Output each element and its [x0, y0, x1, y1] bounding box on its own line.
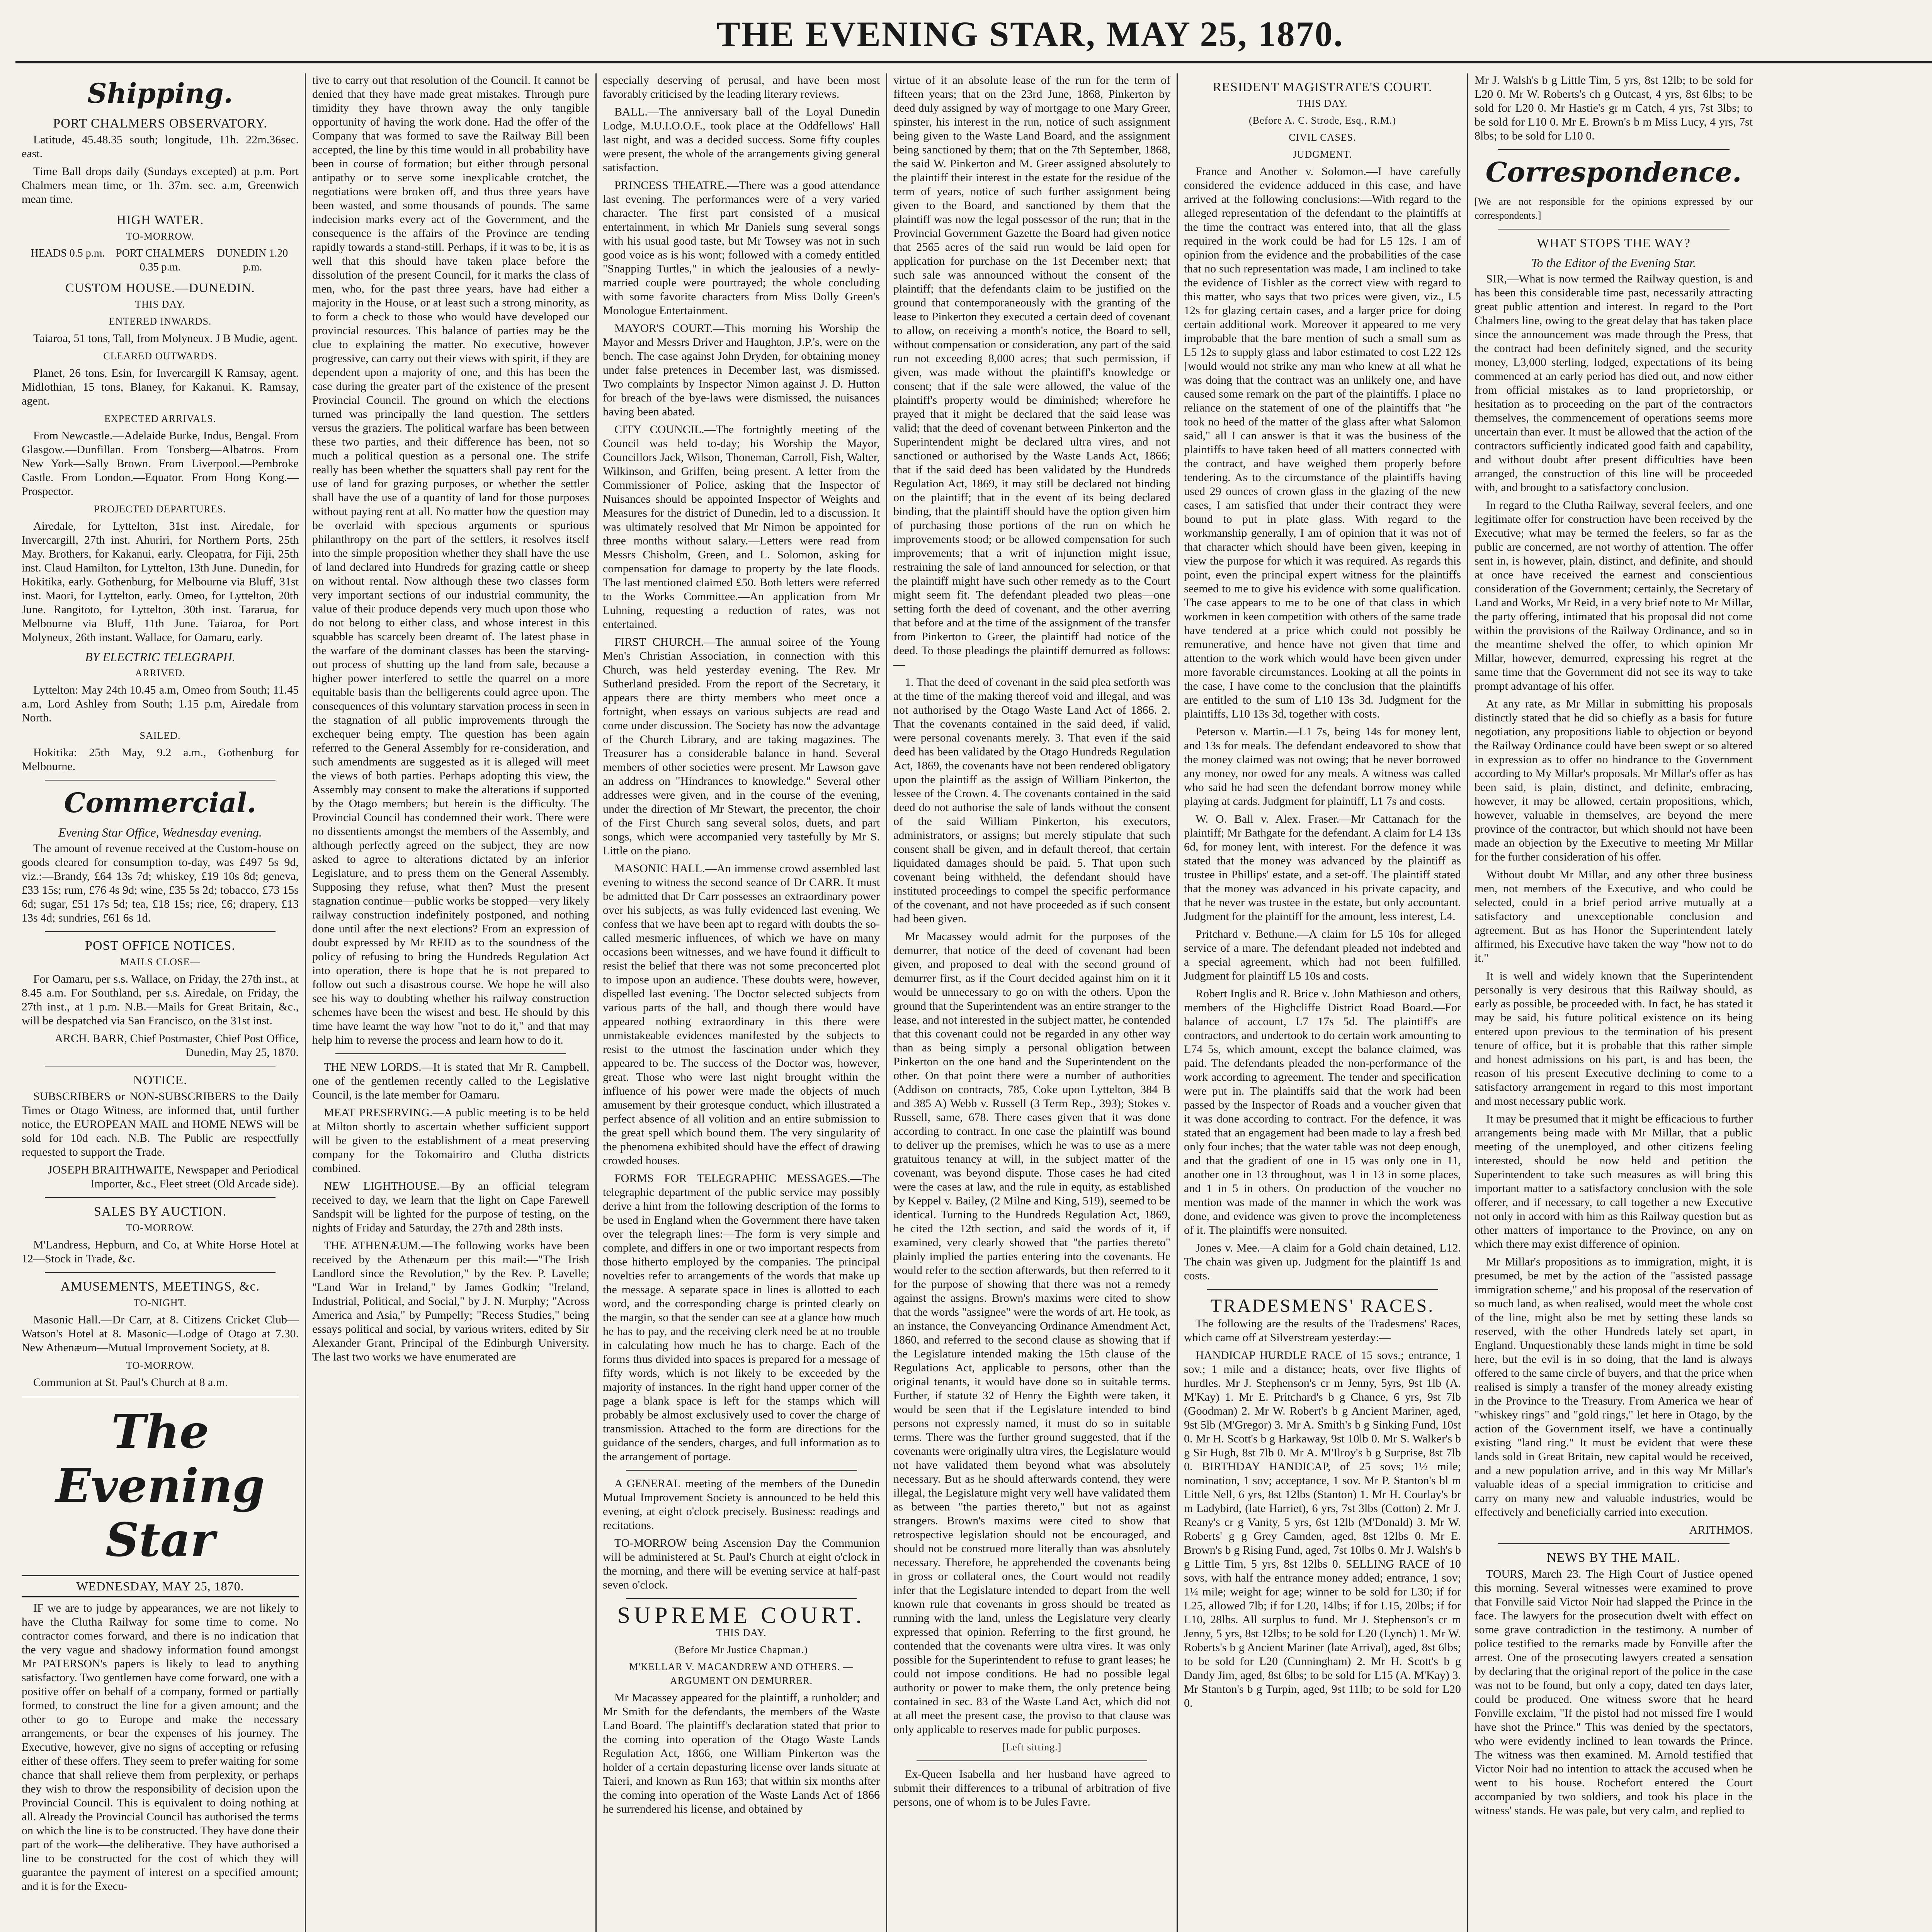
column-4 [887, 73, 1178, 1932]
column-3 [597, 73, 887, 1932]
divider [626, 1598, 857, 1599]
expected-text: From Newcastle.—Adelaide Burke, Indus, Bengal. From Glasgow.—Dunfillan. From Tonsberg—Albatros. From New York—Sally Brown. From Liverpool.—Pembroke Castle. From London.—Equator. From Hong Kong.—Prospector. [22, 429, 299, 498]
supreme-court-day: THIS DAY. [716, 1627, 767, 1638]
post-office-signature: ARCH. BARR, Chief Postmaster, Chief Post Office, Dunedin, May 25, 1870. [54, 1032, 299, 1059]
notice-heading: NOTICE. [133, 1073, 187, 1087]
inglis-v-mathieson: Robert Inglis and R. Brice v. John Mathieson and others, members of the Highcliffe District Road Board.—For balance of account, L7 17s 5d. The plaintiff's are contractors, and undertook to do certain work amounting to L74 5s, which amount, except the balance claimed, was paid. The defendants pleaded the non-performance of the work according to agreement. The tender and specification were put in. The plaintiffs said that the work had been passed by the Inspector of Roads and a voucher given that it was done according to contract. For the defence, it was stated that an engagement had been made to lay a fresh bed only four inches; that the water table was not deep enough, and that the gradient of one in 15 was only one in 11, another one in 13 throughout, was 1 in 13 in some places, and 1 in 5 in others. On production of the voucher no mention was made of the manner in which the work was done, and evidence was given to prove the incompleteness of it. The plaintiffs were nonsuited. [1184, 987, 1461, 1236]
races-results-continued: Mr J. Walsh's b g Little Tim, 5 yrs, 8st 12lb; to be sold for L20 0. Mr W. Roberts's ch g Outcast, 4 yrs, 8st 6lbs; to be sold for L20 0. Mr Hastie's gr m Catch, 4 yrs, 7st 3lbs; to be sold for L10 0. Mr E. Brown's b m Miss Lucy, 4 yrs, 7st 8lbs; to be sold for L10 0. [1475, 74, 1753, 142]
rm-court-before: (Before A. C. Strode, Esq., R.M.) [1248, 115, 1396, 126]
letter-signature: ARITHMOS. [1689, 1524, 1753, 1536]
princess-theatre-text: PRINCESS THEATRE.—There was a good attendance last evening. The performances were of a very varied character. The first part consisted of a musical entertainment, in which Mr Daniels sung several songs with his usual good taste, but Mr Towsey was not in such good voice as is his wont; followed with a comedy entitled "Snapping Turtles," in which the jealousies of a newly-married couple were pourtrayed; the whole concluding with some favorite characters from Miss Dolly Green's Monologue Entertainment. [603, 179, 880, 317]
what-stops-heading: WHAT STOPS THE WAY? [1537, 236, 1690, 250]
notice-signature: JOSEPH BRAITHWAITE, Newspaper and Periodical Importer, &c., Fleet street (Old Arcade side). [48, 1163, 299, 1190]
electric-heading: BY ELECTRIC TELEGRAPH. [85, 650, 235, 664]
mails-close: MAILS CLOSE— [120, 956, 201, 968]
letter-p3: At any rate, as Mr Millar in submitting his proposals distinctly stated that he did so chiefly as a basis for future negotiation, any propositions liable to objection or beyond the Railway Ordinance could have been swept or so altered in expression as to offer no hindrance to the Government according to My Millar's proposals. Mr Millar's offer as has been said, is plain, distinct, and definite, embracing, however, it may be allowed, certain propositions, which, however, valuable in themselves, are beyond the mere province of the contractor, but which should not have been made an objection by the Executive to meeting Mr Millar for the further consideration of his offer. [1475, 697, 1753, 863]
new-lords-text: THE NEW LORDS.—It is stated that Mr R. Campbell, one of the gentlemen recently called to the Legislative Council, is the late member for Oamaru. [312, 1061, 589, 1101]
entered-text: Taiaroa, 51 tons, Tall, from Molyneux. J B Mudie, agent. [33, 332, 298, 345]
letter-p1: SIR,—What is now termed the Railway question, is and has been this considerable time past, necessarily attracting great public attention and interest. In regard to the Port Chalmers line, owing to the great delay that has taken place since the announcement was made through the Press, that the contract had been definitely signed, and the security money, L3,000 sterling, lodged, expectations of its being commenced at an early period has died out, and now either from official mistakes as to land proprietorship, or hesitation as to proceeding on the part of the contractors themselves, the commencement of operations seems more uncertain than ever. It must be allowed that the action of the contractors sufficiently indicated good faith and capability, and without doubt after present difficulties have been arranged, the construction of this line will be proceeded with, and brought to a satisfactory conclusion. [1475, 272, 1753, 494]
letter-p2: In regard to the Clutha Railway, several feelers, and one legitimate offer for construction have been received by the Executive; what may be termed the feelers, so far as the public are concerned, are not worthy of attention. The offer sent in, is however, plain, distinct, and definite, and should at once have received the earnest and conscientious consideration of the Government; certainly, the Secretary of Land and Works, Mr Reid, in a very brief note to Mr Millar, the party offering, intimated that his proposal did not come within the provisions of the Railway Ordinance, and so in the meantime shelved the offer, to which opinion Mr Millar, however, demurred, expressing his regret at the same time that the Government did not see its way to take prompt advantage of his offer. [1475, 499, 1753, 692]
news-text: TOURS, March 23. The High Court of Justice opened this morning. Several witnesses were examined to prove that Fonville said Victor Noir had slapped the Prince in the face. The lawyers for the prosecution dwelt with effect on some grave contradiction in the testimony. A number of police testified to the remarks made by Fonville after the arrest. One of the prosecuting lawyers created a sensation by declaring that the original report of the police in the case was not to be found, but only a copy, dated ten days later, could be produced. One witness swore that he heard Fonville exclaim, "If the pistol had not missed fire I would have shot the Prince." This was denied by the spectators, who were evidently inclined to lean towards the Prince. The witness was then examined. M. Arnold testified that Victor Noir had no intention to attack the accused when he went to his house. Rochefort entered the Court accompanied by two soldiers, and took his place in the witness' stands. He was pale, but very calm, and replied to [1475, 1568, 1753, 1817]
shipping-heading: Shipping. [87, 77, 233, 109]
divider [22, 1396, 299, 1397]
peterson-v-martin: Peterson v. Martin.—L1 7s, being 14s for money lent, and 13s for meals. The defendant endeavored to show that the money claimed was not owing; that he never borrowed any money, nor owed for any meals. A witness was called who said he had seen the defendant borrow money while playing at cards. Judgment for plaintiff, L1 7s and costs. [1184, 725, 1461, 808]
telegraphic-forms-text: FORMS FOR TELEGRAPHIC MESSAGES.—The telegraphic department of the public service may possibly derive a hint from the following description of the forms to be used in England when the Government there have taken over the telegraph lines:—The form is very simple and complete, and differs in one or two important respects from those hitherto employed by the companies. The principal novelties refer to arrangements of the words that make up the message. A separate space in lines is allotted to each word, and the corresponding charge is printed clearly on the margin, so that the sender can see at a glance how much he has to pay, and the receiving clerk need be at no trouble in calculating how much he has to charge. Each of the forms thus divided into spaces is prepared for a message of fifty words, which is not likely to be exceeded by the majority of instances. In the right hand upper corner of the page a blank space is left for the stamps which will probably be almost exclusively used to cover the charge of transmission. Attached to the form are directions for the guidance of the senders, charges, and full information as to the arrangement of portage. [603, 1172, 880, 1463]
cleared-heading: CLEARED OUTWARDS. [103, 350, 217, 362]
evening-star-title: The Evening Star [55, 1405, 265, 1567]
editorial-continued: tive to carry out that resolution of the Council. It cannot be denied that they have made great mistakes. Through pure timidity they have thrown away the only tangible opportunity of having the work done. Had the offer of the Company that was formed to save the Railway Bill been accepted, the line by this time would in all probability have been in course of formation; but either through personal antipathy or to serve some inexplicable crotchet, the negotiations were broken off, and thus three years have been wasted, and some thousands of pounds. The same indecision marks every act of the Government, and the consequence is the affairs of the Province are tending rapidly towards a stand-still. Perhaps, if it was to be, it is as well that this should have taken place before the dissolution of the present Council, for it marks the class of men, who, for the past three years, have had either a majority in the House, or at least such a strong minority, as to form a check to those who would have developed our provincial resources. This balance of parties may be the clue to explaining the matter. No executive, however progressive, can carry out their views with spirit, if they are dependent upon a majority of one, and this has been the case during the greater part of the existence of the present Provincial Council. The ground on which the elections turned was principally the land question. The settlers versus the graziers. The political warfare has been between these two parties, and their difference has been, not so much a political question as a personal one. The strife really has been whether the squatters shall pay rent for the use of land for grazing purposes, or whether the settler shall have the use of a quantity of land for those purposes without paying rent at all. No matter how the question may be overlaid with specious arguments or spurious philanthropy on the part of the settlers, it resolves itself into the simple proposition whether they shall have the use of land declared into Hundreds for grazing cattle or sheep on without rental. Now although these two classes form very important sections of our industrial community, the value of their produce depends very much upon those who do not belong to either class, and whose interest in this squabble has scarcely been dreamt of. The latest phase in the warfare of the dominant classes has been the starving-out process of shutting up the land from sale, because a higher power interfered to settle the quarrel on a more equitable basis than the belligerents could agree upon. The consequences of this voluntary starvation process in seen in the stagnation of all public improvements through the exchequer being empty. The question has been again referred to the General Assembly for re-consideration, and such amendments are suggested as it is alleged will meet the views of both parties. Perhaps adopting this view, the Assembly may consent to make the alterations if supported by the Otago members; but herein is the difficulty. The Provincial Council has condemned their work. There were no dissentients amongst the members of the Assembly, and although perfectly agreed on the subject, they are now asked to agree to alterations dictated by an inferior Legislature, and to press them on the General Assembly. Supposing they refuse, what then? Must the present stagnation continue—public works be stopped—very likely railway construction indefinitely postponed, and nothing done until after the next elections? From an expression of doubt expressed by Mr REID as to the soundness of the policy of refusing to bring the Hundreds Regulation Act into operation, there is hope that he is not prepared to follow out such a disastrous course. We hope he will also see his way to doubting whether his railway construction schemes have been the wisest and best. He should by this time have learnt the way how "not to do it," and that may help him to reverse the process and learn how to do it. [312, 74, 589, 1046]
ball-text: BALL.—The anniversary ball of the Loyal Dunedin Lodge, M.U.I.O.O.F., took place at the Oddfellows' Hall last night, and was a decided success. Some fifty couples were present, the whole of the arrangements giving general satisfaction. [603, 105, 880, 174]
tide-table [22, 247, 299, 274]
column-2 [306, 73, 597, 1932]
divider [45, 1197, 276, 1198]
sailed-text: Hokitika: 25th May, 9.2 a.m., Gothenburg for Melbourne. [22, 746, 299, 773]
letter-to-editor: To the Editor of the Evening Star. [1531, 256, 1696, 270]
ball-v-fraser: W. O. Ball v. Alex. Fraser.—Mr Cattanach for the plaintiff; Mr Bathgate for the defendant. A claim for L4 13s 6d, for money lent, with interest. For the defence it was stated that the money was advanced by the plaintiff as trustee in Phillips' estate, and a set-off. The plaintiff stated that the money was advanced in his private capacity, and that he never was trustee in the estate, but only accountant. Judgment for the plaintiff for the amount, less interest, L4. [1184, 813, 1461, 923]
correspondence-note: [We are not responsible for the opinions expressed by our correspondents.] [1475, 196, 1753, 221]
tide-heads: HEADS 0.5 p.m. [31, 247, 105, 259]
supreme-court-case: M'KELLAR V. MACANDREW AND OTHERS. —ARGUMENT ON DEMURRER. [629, 1661, 854, 1686]
rm-court-heading: RESIDENT MAGISTRATE'S COURT. [1213, 80, 1432, 94]
observatory-text: Latitude, 45.48.35 south; longitude, 11h. 22m.36sec. east. [22, 133, 299, 160]
projected-text: Airedale, for Lyttelton, 31st inst. Airedale, for Invercargill, 27th inst. Ahuriri, for Northern Ports, 25th May. Brothers, for Kakanui, early. Cleopatra, for Fiji, 25th inst. Claud Hamilton, for Lyttelton, 13th June. Dunedin, for Hokitika, early. Gothenburg, for Melbourne via Bluff, 31st inst. Maori, for Lyttelton, early. Omeo, for Lyttelton, 20th June. Rangitoto, for Lyttelton, 30th inst. Tararua, for Melbourne via Bluff, 11th June. Taiaroa, for Port Molyneux, 26th instant. Wallace, for Oamaru, early. [22, 520, 299, 644]
new-lighthouse-text: NEW LIGHTHOUSE.—By an official telegram received to day, we learn that the light on Cape Farewell Sandspit will be lighted for the purpose of testing, on the nights of Friday and Saturday, the 27th and 28th insts. [312, 1180, 589, 1234]
column-1 [15, 73, 306, 1932]
editorial-text: IF we are to judge by appearances, we are not likely to have the Clutha Railway for some time to come. No contractor comes forward, and there is no indication that the very vague and shadowy information found amongst Mr PATERSON's papers is likely to lead to anything satisfactory. Two gentlemen have come forward, one with a positive offer on behalf of a company, formed or partially formed, to construct the line for a given amount; and the other to go to Europe and make the necessary arrangements, or bear the expenses of his journey. The Executive, however, give no signs of accepting or refusing either of these offers. They seem to prefer waiting for some chance that shall relieve them from perplexity, or perhaps they wish to throw the responsibility of decision upon the Provincial Council. This is equivalent to doing nothing at all. Already the Provincial Council has authorised the terms on which the line is to be constructed. They have done their part of the work—the deliberative. They have authorised a line to be constructed for the cost of which they will guarantee the payment of interest on a specified amount; and it is for the Execu- [22, 1602, 299, 1893]
amusements-tomorrow: TO-MORROW. [126, 1360, 194, 1371]
column-5 [1178, 73, 1468, 1932]
high-water-heading: HIGH WATER. [116, 213, 204, 227]
macassey-argument: Mr Macassey would admit for the purposes of the demurrer, that notice of the deed of covenant had been given, and proposed to deal with the second ground of demurrer first, as if the Court decided against him on it it would be unnecessary to go on with the others. Upon the ground that the Superintendent was an entire stranger to the lease, and not interested in the subject matter, he contended that this covenant could not be regarded in any other way than as being simply a personal obligation between Pinkerton on the one hand and the Superintendent on the other. On that point there were a number of authorities (Addison on contracts, 785, Coke upon Lyttelton, 384 B and 385 A) Webb v. Russell (3 Term Rep., 393); Stokes v. Russell, same, 678. There cases given that it was done according to contract. In one case the plaintiff was bound to deliver up the premises, which he was to use as a mere gratuitous tenancy at will, in the subject matter of the covenant, was beyond dispute. Those cases he had cited were the cases at law, and the rule in equity, as established by Keppel v. Bailey, (2 Milne and King, 519), seemed to be identical. Turning to the Hundreds Regulation Act, 1869, he cited the 12th section, and said the words of it, if examined, very clearly showed that "the parties thereto" plainly implied the parties entering into the covenants. He would refer to the section afterwards, but then referred to it for the purpose of showing that there was not a remedy against the assigns. Brown's maxims were cited to show that the words "assignee" were the words of art. He took, as an instance, the Conveyancing Ordinance Amendment Act, 1860, and referred to the second clause as showing that if the Legislature intended making the 15th clause of the Regulations Act, applicable to persons, other than the original tenants, it would have done so in suitable terms. Further, if statute 32 of Henry the Eighth were taken, it would be seen that if the Legislature intended to bind persons not expressly named, it must do so in suitable terms. There was the further ground suggested, that if the covenants were originally ultra vires, the Legislature would not have validated them beyond what was absolutely necessary. But as he should afterwards contend, they were illegal, the Legislature might very well have validated them as between "the parties thereto," but not as against strangers. Brown's maxims were cited to show that retrospective legislation should not be encouraged, and should not be construed more literally than was absolutely necessary. Therefore, he apprehended the covenants being in gross or collateral ones, the Court would not readily infer that the Legislature intended to depart from the well known rule that covenants in gross should be treated as running with the land, unless the Legislature very clearly expressed that opinion. Referring to the first ground, he contended that the covenants were ultra vires. It was only possible for the Superintendent to refuse to grant leases; he could not impose conditions. He had no possible legal authority or power to make them, the only pretence being contained in sec. 83 of the Waste Land Act, which did not at all meet the present case, the proviso to that clause was only applicable to reserves made for public purposes. [893, 930, 1170, 1736]
letter-p6: It may be presumed that it might be efficacious to further arrangements being made with Mr Millar, that a public meeting of the unemployed, and other citizens feeling interested, should be now held and petition the Superintendent to take such measures as will bring this important matter to a satisfactory conclusion with the sole offerer, and if necessary, to call together a new Executive not only in accord with him as this Railway question but as other matters of importance to the Province, on any on which there may exist difference of opinion. [1475, 1112, 1753, 1250]
commercial-text: The amount of revenue received at the Custom-house on goods cleared for consumption to-day, was £497 5s 9d, viz.:—Brandy, £64 13s 7d; whiskey, £19 10s 8d; geneva, £33 15s; rum, £76 4s 9d; wine, £35 5s 2d; tobacco, £73 15s 6d; sugar, £51 17s 5d; tea, £18 15s; rice, £6; drapery, £13 13s 4d; sundries, £61 6s 1d. [22, 842, 299, 924]
divider [1498, 1543, 1730, 1544]
amusements-text: Masonic Hall.—Dr Carr, at 8. Citizens Cricket Club—Watson's Hotel at 8. Masonic—Lodge of Otago at 7.30. New Athenæum—Mutual Improvement Society, at 8. [22, 1313, 299, 1354]
cleared-text: Planet, 26 tons, Esin, for Invercargill K Ramsay, agent. Midlothian, 15 tons, Blaney, for Kakanui. K. Ramsay, agent. [22, 367, 299, 407]
rm-court-day: THIS DAY. [1297, 98, 1348, 109]
observatory-heading: PORT CHALMERS OBSERVATORY. [53, 116, 267, 131]
this-day-label: THIS DAY. [135, 299, 185, 310]
columns [15, 73, 1932, 1932]
timeball-text: Time Ball drops daily (Sundays excepted) at p.m. Port Chalmers mean time, or 1h. 37m. sec. a.m, Greenwich mean time. [22, 165, 299, 206]
left-sitting: [Left sitting.] [1002, 1742, 1062, 1753]
demurrer-grounds: 1. That the deed of covenant in the said plea setforth was at the time of the making thereof void and illegal, and was not authorised by the Otago Waste Land Act of 1866. 2. That the covenants contained in the said deed, if valid, were personal covenants merely. 3. That even if the said deed has been validated by the Otago Hundreds Regulation Act, 1869, the covenants have not been rendered obligatory upon the plaintiff as the assign of William Pinkerton, the lessee of the Crown. 4. The covenants contained in the said deed do not authorise the sale of lands without the consent of the said William Pinkerton, his executors, administrators, or assigns; but merely stipulate that such consent shall be given, and in default thereof, that certain liquidated damages should be paid. 5. That upon such covenant being withheld, the defendant should have instituted proceedings to compel the specific performance of the covenant, and not have proceeded as if such consent had been given. [893, 676, 1170, 925]
amusements-heading: AMUSEMENTS, MEETINGS, &c. [60, 1279, 260, 1294]
amusements-tomorrow-text: Communion at St. Paul's Church at 8 a.m. [33, 1376, 228, 1389]
judgment-heading: JUDGMENT. [1293, 149, 1352, 160]
entered-heading: ENTERED INWARDS. [109, 316, 212, 327]
divider [335, 1053, 566, 1054]
civil-cases-heading: CIVIL CASES. [1289, 132, 1356, 143]
pritchard-v-bethune: Pritchard v. Bethune.—A claim for L5 10s for alleged service of a mare. The defendant pleaded not indebted and a special agreement, which had not been fulfilled. Judgment for plaintiff L5 10s and costs. [1184, 928, 1461, 982]
commercial-heading: Commercial. [64, 787, 257, 819]
post-office-heading: POST OFFICE NOTICES. [85, 939, 235, 953]
athenaeum-text: THE ATHENÆUM.—The following works have been received by the Athenæum per this mail:—"The Irish Landlord since the Revolution," by the Rev. P. Lavelle; "Land War in Ireland," by James Godkin; "Ireland, Industrial, Political, and Social," by J. N. Murphy; "Across America and Asia," by Pumpelly; "Recess Studies," being essays political and social, by various writers, edited by Sir Alexander Grant, Principal of the Edinburgh University. The last two works we have enumerated are [312, 1239, 589, 1363]
masonic-hall-text: MASONIC HALL.—An immense crowd assembled last evening to witness the second seance of Dr CARR. It must be admitted that Dr Carr possesses an extraordinary power over his subjects, as was fully evidenced last evening. We confess that we have been apt to regard with doubts the so-called mesmeric influences, of which we have on many occasions been witnesses, and we have found it difficult to resist the belief that there was not some preconcerted plot to impose upon an audience. These doubts were, however, dispelled last evening. The Doctor selected subjects from various parts of the hall, and though there would have appeared nothing extraordinary in this there were unmistakeable evidences manifested by the subjects to resist to the utmost the fascination under which they appeared to be. The success of the Doctor was, however, great. Those who were last night brought within the influence of his power were made the objects of much amusement by their grotesque conduct, which illustrated a perfect absence of all volition and an entire submission to the great spell which bound them. The very singularity of the phenomena exhibited should have the effect of drawing crowded houses. [603, 862, 880, 1167]
tomorrow-label: TO-MORROW. [126, 231, 194, 242]
france-v-solomon: France and Another v. Solomon.—I have carefully considered the evidence adduced in this case, and have arrived at the following conclusions:—With regard to the alleged representation of the defendant to the plaintiffs at the time the contract was entered into, that all the glass required in the work could be had for L5 12s. I am of opinion from the evidence and the probabilities of the case that no such representation was made, I am inclined to take the evidence of Tishler as the correct view with regard to this matter, who says that two prices were given, viz., L5 12s for glazing certain cases, and a larger price for doing certain additional work. Moreover it appeared to me very improbable that the bare mention of such a small sum as L5 12s to supply glass and labor estimated to cost L22 12s [would would not strike any man who knew at all what he was doing that the contract was an unlikely one, and have caused some remark on the part of the plaintiffs. I place no reliance on the statement of one of the plaintiffs that "he took no heed of the matter of the glass after what Salomon said," all I can answer is that it was the business of the plaintiffs to have taken heed of all matters connected with the contract, and have weighed them properly before tendering. As to the circumstance of the plaintiffs having used 29 ounces of crown glass in the glazing of the new cases, I am satisfied that under their contract they were bound to put in plate glass. With regard to the workmanship generally, I am of opinion that it was not of that character which should have been given, keeping in view the purpose for which it was required. As regards this point, even the principal expert witness for the plaintiffs seemed to me to give his evidence with some qualification. The case appears to me to be one of that class in which workmen in keen competition with others of the same trade have tendered at a price which could not possibly be remunerative, and hence have not given that time and attention to the work which would have been given under more favorable circumstances. Looking at all the points in the case, I have come to the conclusion that the plaintiffs are entitled to the sum of L10 13s 3d. Judgment for the plaintiffs, L10 13s 3d, together with costs. [1184, 165, 1461, 720]
auction-heading: SALES BY AUCTION. [94, 1204, 227, 1219]
supreme-court-text: Mr Macassey appeared for the plaintiff, a runholder; and Mr Smith for the defendants, the members of the Waste Land Board. The plaintiff's declaration stated that prior to the coming into operation of the Otago Waste Lands Regulation Act, 1866, one William Pinkerton was the holder of a certain depasturing license over lands situate at Taieri, and known as Run 163; that within six months after the coming into operation of the Waste Lands Act of 1866 he surrendered his license, and obtained by [603, 1691, 880, 1815]
queen-isabella-text: Ex-Queen Isabella and her husband have agreed to submit their differences to a tribunal of arbitration of five persons, one of whom is to be Jules Favre. [893, 1768, 1170, 1808]
commercial-sub: Evening Star Office, Wednesday evening. [58, 825, 262, 839]
post-office-text: For Oamaru, per s.s. Wallace, on Friday, the 27th inst., at 8.45 a.m. For Southland, per s.s. Airedale, on Friday, the 27th inst., at 1 p.m. N.B.—Mails for Great Britain, &c., will be despatched via San Francisco, on the 31st inst. [22, 973, 299, 1027]
notice-text: SUBSCRIBERS or NON-SUBSCRIBERS to the Daily Times or Otago Witness, are informed that, until further notice, the EUROPEAN MAIL and HOME NEWS will be sold for 10d each. N.B. The Public are respectfully requested to support the Trade. [22, 1090, 299, 1158]
editorial-date: WEDNESDAY, MAY 25, 1870. [22, 1575, 299, 1597]
expected-heading: EXPECTED ARRIVALS. [104, 413, 216, 424]
divider [1207, 1289, 1438, 1290]
jones-v-mee: Jones v. Mee.—A claim for a Gold chain detained, L12. The chain was given up. Judgment for the plaintiff 1s and costs. [1184, 1242, 1461, 1282]
divider [45, 1272, 276, 1273]
meat-preserving-text: MEAT PRESERVING.—A public meeting is to be held at Milton shortly to ascertain whether sufficient support will be given to the establishment of a meat preserving company for the Tokomairiro and Clutha districts combined. [312, 1106, 589, 1175]
general-meeting-text: A GENERAL meeting of the members of the Dunedin Mutual Improvement Society is announced to be held this evening, at eight o'clock precisely. Business: readings and recitations. [603, 1477, 880, 1532]
divider [1498, 229, 1730, 230]
city-council-text: CITY COUNCIL.—The fortnightly meeting of the Council was held to-day; his Worship the Mayor, Councillors Jack, Wilson, Thoneman, Carroll, Fish, Walter, Wilkinson, and Griffen, being present. A letter from the Commissioner of Police, asking that the Inspector of Nuisances should be appointed Inspector of Weights and Measures for the district of Dunedin, led to a discussion. It was ultimately resolved that Mr Nimon be appointed for three months without salary.—Letters were read from Messrs Chisholm, Green, and L. Solomon, asking for compensation for damage to property by the late floods. The last mentioned claimed £50. Both letters were referred to the Works Committee.—An application from Mr Luhning, requesting a reduction of rates, was not entertained. [603, 423, 880, 631]
supreme-court-before: (Before Mr Justice Chapman.) [675, 1644, 808, 1655]
divider [917, 1760, 1147, 1761]
tradesmens-races-heading: TRADESMENS' RACES. [1210, 1296, 1435, 1316]
supreme-court-heading: SUPREME COURT. [617, 1602, 866, 1628]
mayors-court-text: MAYOR'S COURT.—This morning his Worship the Mayor and Messrs Driver and Haughton, J.P.'s, were on the bench. The case against John Dryden, for obtaining money under false pretences in December last, was dismissed. Two complaints by Inspector Nimon against J. D. Hutton for breach of the bye-laws were dismissed, the nuisances having been abated. [603, 322, 880, 418]
tide-dunedin: DUNEDIN 1.20 p.m. [217, 247, 288, 273]
athenaeum-continued: especially deserving of perusal, and have been most favorably criticised by the leading literary reviews. [603, 74, 880, 100]
auction-tomorrow: TO-MORROW. [126, 1222, 194, 1233]
races-intro: The following are the results of the Tradesmens' Races, which came off at Silverstream yesterday:— [1184, 1317, 1461, 1344]
races-results: HANDICAP HURDLE RACE of 15 sovs.; entrance, 1 sov.; 1 mile and a distance; heats, over five flights of hurdles. Mr J. Stephenson's cr m Jenny, 5yrs, 9st 1lb (A. M'Kay) 1. Mr E. Pritchard's b g Chance, 6 yrs, 9st 7lb (Goodman) 2. Mr W. Robert's b g Ancient Mariner, aged, 9st 5lb (M'Gregor) 3. Mr A. Smith's b g Sinking Fund, 10st 0. Mr H. Scott's b g Harkaway, 9st 10lb 0. Mr S. Walker's b g Sir Hugh, 8st 7lb 0. Mr A. M'Ilroy's b g Surprise, 8st 7lb 0. BIRTHDAY HANDICAP, of 25 sovs; 1½ mile; nomination, 1 sov; acceptance, 1 sov. Mr P. Stanton's bl m Little Nell, 6 yrs, 8st 12lbs (Stanton) 1. Mr H. Courlay's br m Ladybird, (late Harriet), 6 yrs, 7st 3lbs (Cotton) 2. Mr J. Reany's cr g Vanity, 5 yrs, 6st 12lb (M'Donald) 3. Mr W. Roberts' g g Grey Camden, aged, 8st 12lbs 0. Mr E. Brown's b g Rising Fund, aged, 7st 10lbs 0. Mr J. Walsh's b g Little Tim, 5 yrs, 8st 12lbs 0. SELLING RACE of 10 sovs, with half the entrance money added; entrance, 1 sov; 1¼ mile; weight for age; winner to be sold for L30; if for L25, allowed 7lb; if for L20, 14lbs; if for L15, 20lbs; if for L10, 28lbs. All surplus to fund. Mr J. Stephenson's cr m Jenny, 5 yrs, 8st 12lbs; to be sold for L20 (Lynch) 1. Mr W. Roberts's b g Ancient Mariner (late Arrival), aged, 8st 6lbs; to be sold for L20 (Cunningham) 2. Mr H. Scott's b g Dandy Jim, aged, 8st 6lbs; to be sold for L15 (A. M'Kay) 3. Mr Stanton's b g Turpin, aged, 9st 11lb; to be sold for L20 0. [1184, 1349, 1461, 1709]
divider [1498, 149, 1730, 150]
divider [626, 1470, 857, 1471]
custom-house-heading: CUSTOM HOUSE.—DUNEDIN. [65, 281, 255, 295]
ascension-day-text: TO-MORROW being Ascension Day the Communion will be administered at St. Paul's Church at eight o'clock in the morning, and there will be evening service at half-past seven o'clock. [603, 1537, 880, 1591]
letter-p4: Without doubt Mr Millar, and any other three business men, not members of the Executive, and who could be selected, could in a brief period arrive mutually at a satisfactory and unexceptionable conclusion and agreement. But as has Honor the Superintendent lately affirmed, his Executive have taken the way "how not to do it." [1475, 868, 1753, 964]
arrived-heading: ARRIVED. [135, 667, 185, 679]
divider [45, 931, 276, 932]
first-church-text: FIRST CHURCH.—The annual soiree of the Young Men's Christian Association, in connection with this Church, was held yesterday evening. The Rev. Mr Sutherland presided. From the report of the Secretary, it appears there are thirty members who meet once a fortnight, when essays on various subjects are read and come under discussion. The Society has now the advantage of the Church Library, and are taking magazines. The Treasurer has a considerable balance in hand. Several members of other societies were present. Mr Lawson gave an address on "Hindrances to knowledge." Several other addresses were given, and in the course of the evening, under the direction of Mr Stewart, the precentor, the choir of the First Church sang several solos, duets, and part songs, which were accompanied very tastefully by Mr S. Little on the piano. [603, 636, 880, 857]
tide-port-chalmers: PORT CHALMERS 0.35 p.m. [116, 247, 204, 273]
projected-heading: PROJECTED DEPARTURES. [94, 503, 226, 515]
letter-p7: Mr Millar's propositions as to immigration, might, it is presumed, be met by the action of the "assisted passage immigration scheme," and his proposal of the reservation of so much land, as when realised, would meet the whole cost of the line, might also be met by setting these lands so reserved, with the other Hundreds lately set apart, in England. Unquestionably these lands might in time be sold here, but the evil is in so doing, that the land is always offered to the same circle of buyers, and that the price when realised is simply a transfer of the money already existing in the Province to the Treasury. From America we hear of "whiskey rings" and "gold rings," let here in Otago, by the action of the Government itself, we have a continually existing "land ring." It must be evident that were these lands sold in Great Britain, new capital would be received, and a new population arrive, and in this way Mr Millar's valuable ideas of a special immigration to criticise and carry on many new and valuable industries, would be effectively and beneficially carried into execution. [1475, 1255, 1753, 1519]
news-by-mail-heading: NEWS BY THE MAIL. [1547, 1551, 1680, 1565]
sailed-heading: SAILED. [139, 730, 181, 741]
arrived-text: Lyttelton: May 24th 10.45 a.m, Omeo from South; 11.45 a.m, Lord Ashley from South; 1.15 p.m, Airedale from North. [22, 684, 299, 724]
amusements-tonight: TO-NIGHT. [133, 1297, 187, 1308]
auction-text: M'Landress, Hepburn, and Co, at White Horse Hotel at 12—Stock in Trade, &c. [22, 1238, 299, 1265]
letter-p5: It is well and widely known that the Superintendent personally is very desirous that this Railway should, as early as possible, be proceeded with. In fact, he has stated it may be said, his future political existence on its being entered upon previous to the termination of his present tenure of office, but it is probable that this rather simple and honest admissions on his part, is and has been, the reason of his present Executive declining to come to a satisfactory arrangement in regard to this most important and most necessary public work. [1475, 969, 1753, 1107]
supreme-court-continued: virtue of it an absolute lease of the run for the term of fifteen years; that on the 23rd June, 1868, Pinkerton by deed duly assigned by way of mortgage to one Mary Greer, spinster, his interest in the run, notice of such assignment being given to the Waste Land Board, and the assignment being sanctioned by them; that on the 7th September, 1868, the said W. Pinkerton and M. Greer assigned absolutely to the plaintiff their interest in the estate for the residue of the term of years, notice of such further assignment being given to the Board, and sanctioned by them that the plaintiff was now the legal possessor of the run; that in the Provincial Government Gazette the Board had given notice that 2565 acres of the said run would be laid open for application for purchase on the 1st December next; that such sale was announced without the consent of the plaintiff; that the defendants claim to be justified on the ground that contemporaneously with the granting of the lease to Pinkerton they executed a certain deed of covenant to allow, on receiving a month's notice, the Board to sell, without compensation or consideration, any part of the said run not exceeding 8,000 acres; that such permission, if given, was made without the plaintiff's knowledge or consent; that if the sale were allowed, the value of the plaintiff's property would be diminished; wherefore he prayed that it might be declared that the said lease was valid; that the deed of covenant between Pinkerton and the Superintendent might be declared ultra vires, and not sanctioned or authorised by the Waste Lands Act, 1866; that if the said deed has been validated by the Hundreds Regulation Act, 1869, it may still be declared not binding on the plaintiff; that in the event of its being declared binding, that the plaintiff should have the option given him of purchasing those portions of the run on which he improvements stood; or be allowed compensation for such improvements; that a writ of injunction might issue, restraining the sale of land announced for selection, or that the plaintiff might have such other remedy as to the Court might seem fit. The defendant pleaded two pleas—one setting forth the deed of covenant, and the other averring that before and at the time of the assignment of the transfer from Pinkerton to Greer, the plaintiff had notice of the deed. To those pleadings the plaintiff demurred as follows:— [893, 74, 1170, 671]
column-6 [1468, 73, 1759, 1932]
correspondence-heading: Correspondence. [1485, 156, 1742, 188]
divider [45, 780, 276, 781]
masthead: THE EVENING STAR, MAY 25, 1870. [15, 15, 1932, 63]
